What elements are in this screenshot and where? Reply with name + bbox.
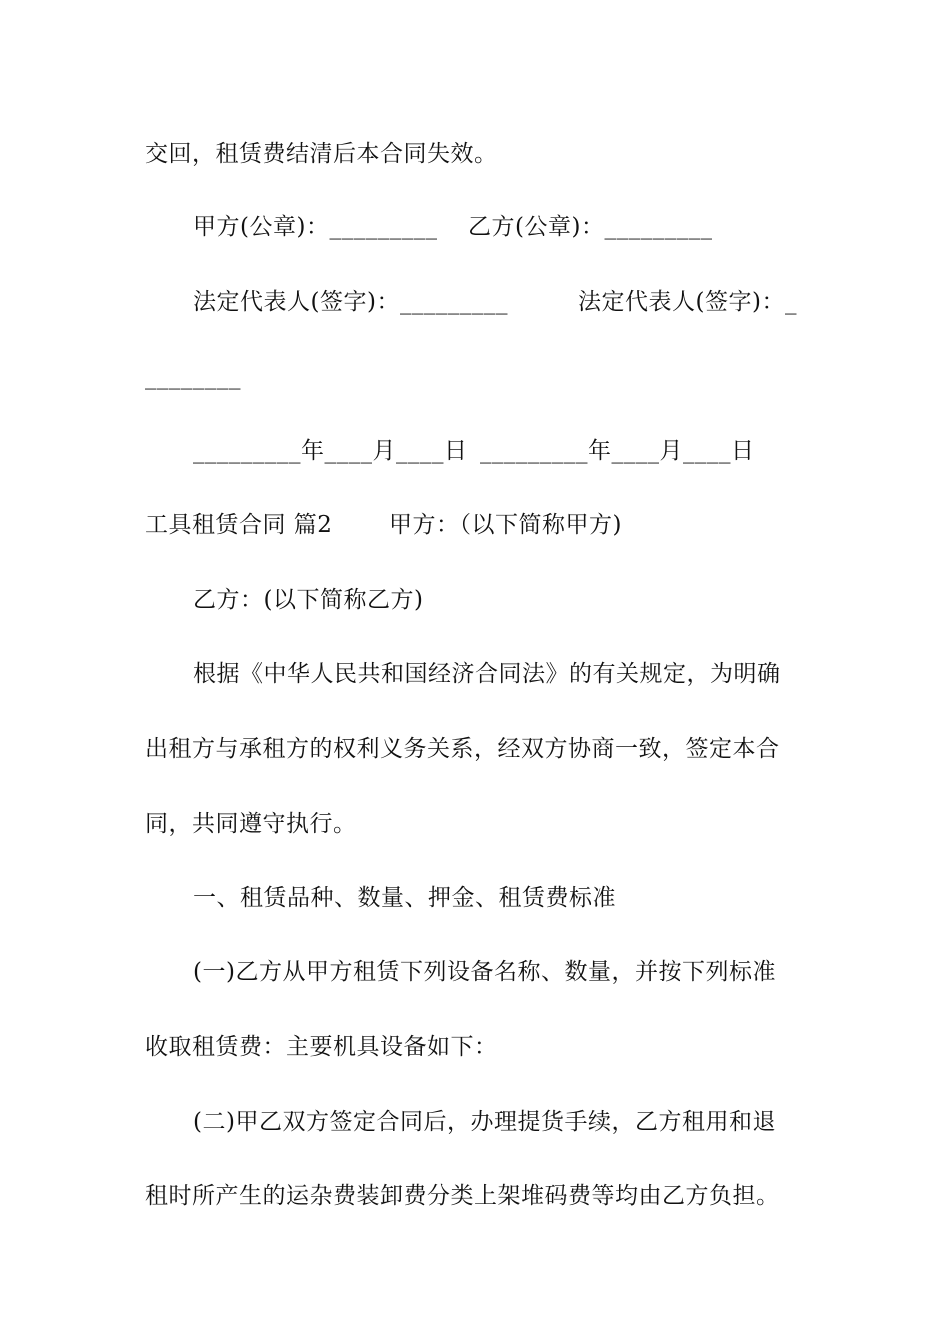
paragraph-line: 出租方与承租方的权利义务关系，经双方协商一致，签定本合 (145, 736, 780, 762)
paragraph-line: 根据《中华人民共和国经济合同法》的有关规定，为明确 (193, 661, 781, 687)
paragraph-line: (二)甲乙双方签定合同后，办理提货手续，乙方租用和退 (193, 1109, 776, 1135)
party-b-legal-rep-field: 法定代表人(签字)：_ (578, 289, 797, 315)
paragraph-line: 收取租赁费：主要机具设备如下： (145, 1034, 498, 1060)
party-a-seal-field: 甲方(公章)：_________ (193, 214, 438, 240)
section-heading-row (145, 510, 810, 540)
signature-seal-row (193, 212, 858, 242)
paragraph-line: 租时所产生的运杂费装卸费分类上架堆码费等均由乙方负担。 (145, 1183, 780, 1209)
party-a-label: 甲方：（以下简称甲方) (389, 512, 622, 538)
date-row (193, 436, 858, 466)
party-b-seal-field: 乙方(公章)：_________ (468, 214, 713, 240)
party-b-label: 乙方：(以下简称乙方) (193, 587, 424, 613)
contract-title: 工具租赁合同 篇2 (145, 512, 333, 538)
paragraph-line: 同，共同遵守执行。 (145, 811, 357, 837)
party-a-date-field: _________年____月____日 (193, 438, 468, 464)
text-line-contract-end: 交回，租赁费结清后本合同失效。 (145, 141, 498, 167)
legal-rep-signature-row (193, 287, 858, 317)
clause-heading: 一、租赁品种、数量、押金、租赁费标准 (193, 885, 616, 911)
paragraph-line: (一)乙方从甲方租赁下列设备名称、数量，并按下列标准 (193, 959, 776, 985)
party-b-date-field: _________年____月____日 (480, 438, 755, 464)
party-a-legal-rep-field: 法定代表人(签字)：_________ (193, 289, 508, 315)
legal-rep-underline-continuation: ________ (145, 364, 241, 390)
